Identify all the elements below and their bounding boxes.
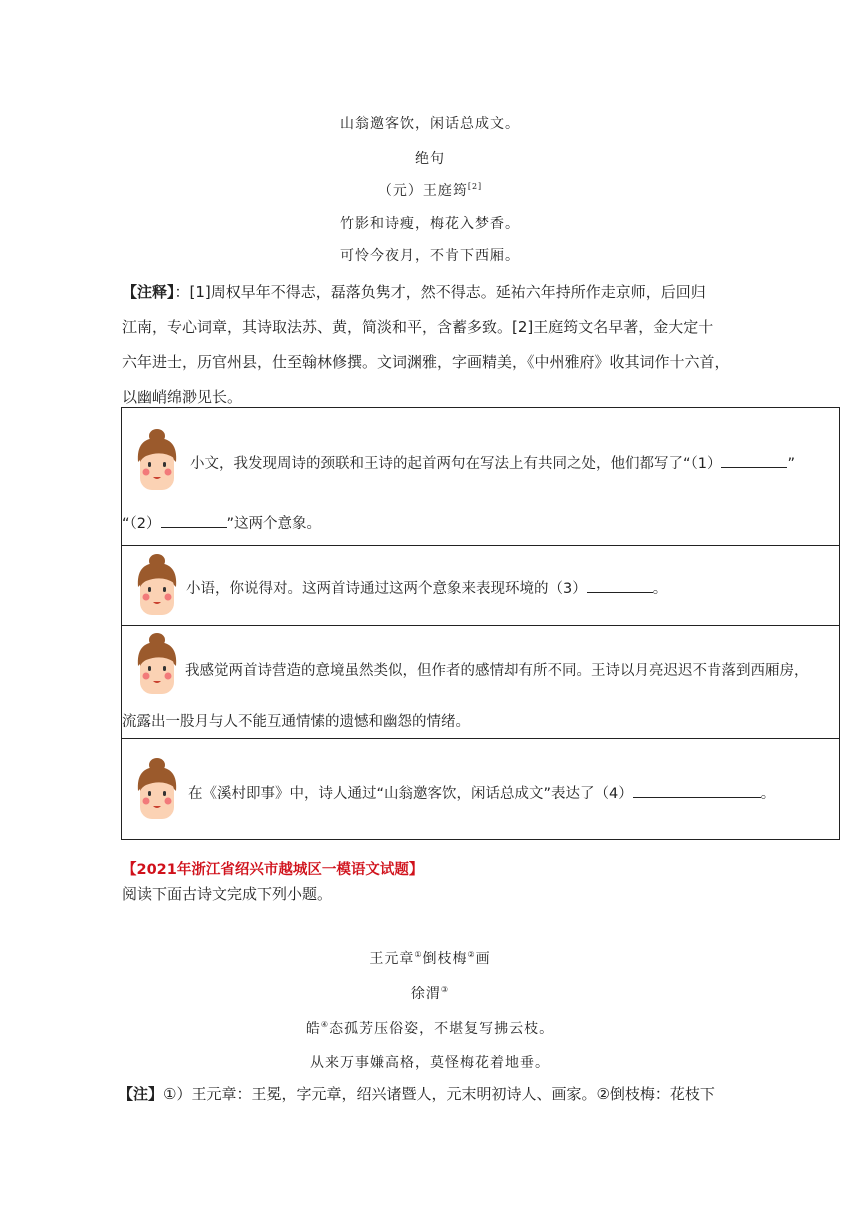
poem-title bbox=[0, 948, 860, 968]
girl-avatar-icon bbox=[132, 553, 182, 615]
poem-author-note-ref: [2] bbox=[467, 182, 483, 191]
footnote-ref: ③ bbox=[440, 985, 450, 994]
dialogue-row bbox=[122, 625, 839, 739]
girl-avatar-icon bbox=[132, 632, 182, 694]
dialogue-text bbox=[186, 577, 667, 598]
poem-title-part: 王元章 bbox=[369, 951, 415, 967]
poem-title-part: 倒枝梅 bbox=[422, 951, 468, 967]
notes-line: 六年进士，历官州县，仕至翰林修撰。文词渊雅，字画精美，《中州雅府》收其词作十六首， bbox=[122, 353, 730, 371]
girl-avatar-icon bbox=[132, 757, 182, 819]
dialogue-row bbox=[122, 545, 839, 625]
dialogue-text-part: 。 bbox=[760, 786, 776, 802]
dialogue-text: 我感觉两首诗营造的意境虽然类似，但作者的感情却有所不同。王诗以月亮迟迟不肯落到西厢房， bbox=[185, 663, 809, 679]
poem-author-name: 徐渭 bbox=[410, 986, 441, 1002]
dialogue-text-part: 。 bbox=[652, 581, 668, 597]
poem-line: 竹影和诗瘦，梅花入梦香。 bbox=[340, 216, 520, 232]
dialogue-table bbox=[121, 407, 840, 840]
poem-line: 可怜今夜月，不肯下西厢。 bbox=[340, 248, 520, 264]
dialogue-text: 流露出一股月与人不能互通情愫的遗憾和幽怨的情绪。 bbox=[122, 714, 470, 730]
notes-label: 【注释】 bbox=[122, 283, 175, 301]
footnote-ref: ① bbox=[414, 950, 423, 959]
footnote-ref: ② bbox=[467, 950, 476, 959]
notes-line bbox=[122, 275, 747, 310]
girl-avatar-icon bbox=[132, 428, 182, 490]
answer-blank-2[interactable] bbox=[161, 515, 227, 528]
dialogue-text-part: 小语，你说得对。这两首诗通过这两个意象来表现环境的（3） bbox=[186, 581, 587, 597]
notes-paragraph bbox=[122, 275, 747, 415]
poem-author bbox=[0, 983, 860, 1003]
footnote-paragraph bbox=[118, 1077, 743, 1112]
answer-blank-1[interactable] bbox=[721, 455, 787, 468]
answer-blank-3[interactable] bbox=[587, 580, 653, 593]
poem-line-part: 皓 bbox=[305, 1021, 321, 1037]
poem-title-part: 画 bbox=[475, 951, 491, 967]
dialogue-text-part: ” bbox=[787, 456, 795, 472]
poem-line bbox=[0, 1018, 860, 1038]
notes-line: 江南，专心词章，其诗取法苏、黄，简淡和平，含蓄多致。[2]王庭筠文名早著，金大定十 bbox=[122, 318, 714, 336]
dialogue-text-part: 在《溪村即事》中，诗人通过“山翁邀客饮，闲话总成文”表达了（4） bbox=[188, 786, 633, 802]
dialogue-text-part: “（2） bbox=[122, 516, 161, 532]
answer-blank-4[interactable] bbox=[633, 785, 761, 798]
dialogue-text-part: ”这两个意象。 bbox=[226, 516, 322, 532]
poem-line-part: 态孤芳压俗姿，不堪复写拂云枝。 bbox=[329, 1021, 555, 1037]
poem-line: 山翁邀客饮，闲话总成文。 bbox=[340, 116, 520, 132]
poem-title: 绝句 bbox=[415, 151, 445, 167]
instruction-text: 阅读下面古诗文完成下列小题。 bbox=[122, 885, 333, 903]
dialogue-text bbox=[122, 512, 321, 533]
footnote-ref: ④ bbox=[320, 1020, 330, 1029]
poem-line: 从来万事嫌高格，莫怪梅花着地垂。 bbox=[310, 1055, 550, 1071]
footnote-label: 【注】 bbox=[118, 1085, 164, 1103]
notes-line: 以幽峭绵渺见长。 bbox=[122, 388, 243, 406]
dialogue-row bbox=[122, 738, 839, 841]
footnote-text: ①）王元章：王冕，字元章，绍兴诸暨人，元末明初诗人、画家。②倒枝梅：花枝下 bbox=[163, 1085, 715, 1103]
poem-author bbox=[0, 180, 860, 200]
poem-author-name: （元）王庭筠 bbox=[377, 183, 468, 199]
dialogue-text bbox=[190, 452, 795, 473]
dialogue-row bbox=[122, 408, 839, 546]
dialogue-text bbox=[188, 782, 775, 803]
dialogue-text-part: 小文，我发现周诗的颈联和王诗的起首两句在写法上有共同之处，他们都写了“（1） bbox=[190, 456, 722, 472]
question-source-heading: 【2021年浙江省绍兴市越城区一模语文试题】 bbox=[122, 862, 424, 878]
notes-text: ：[1]周权早年不得志，磊落负隽才，然不得志。延祐六年持所作走京师，后回归 bbox=[174, 283, 706, 301]
